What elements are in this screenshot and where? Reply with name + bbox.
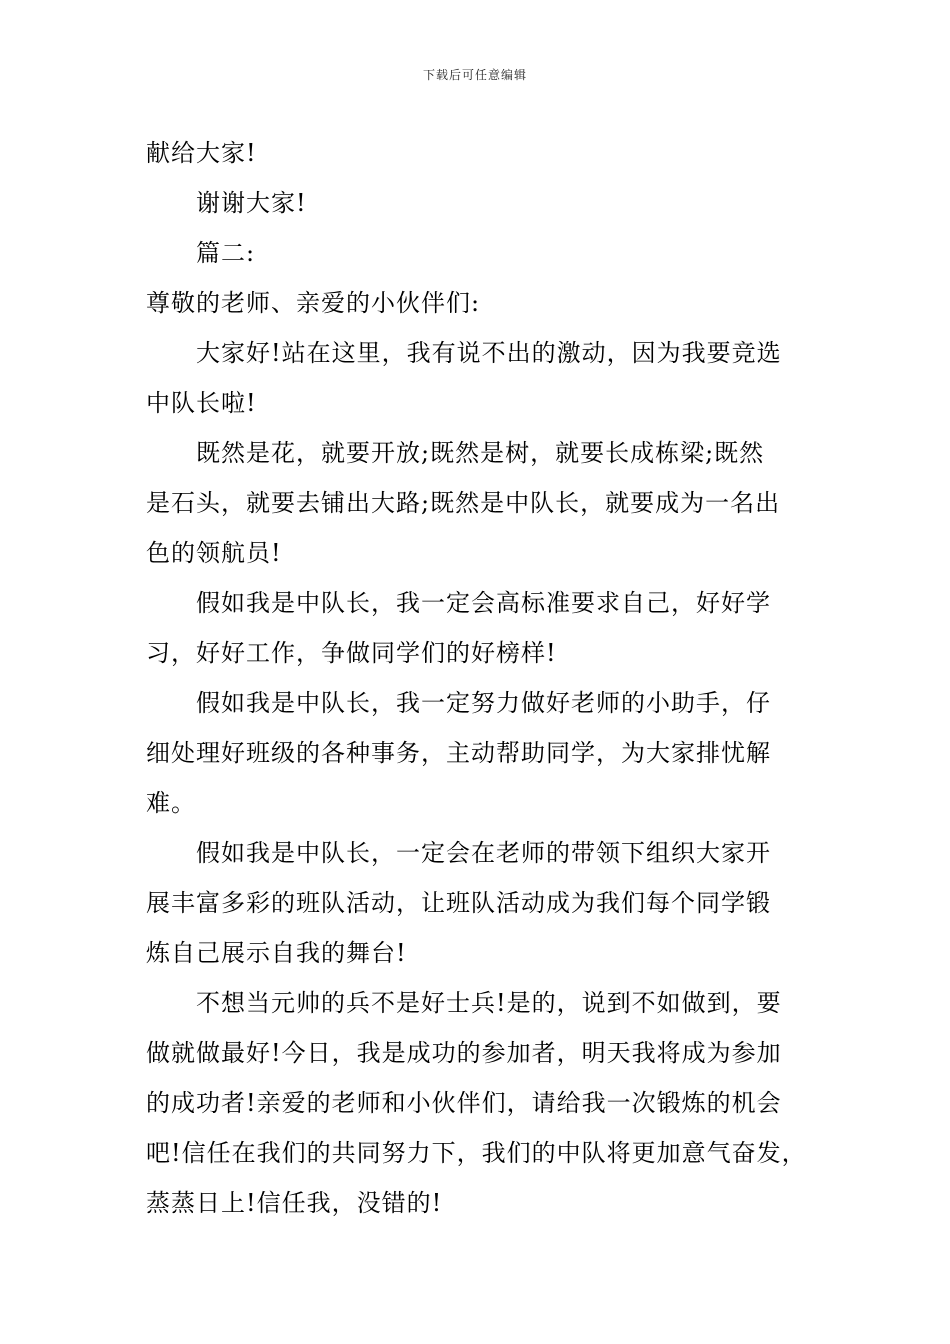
text-line: 假如我是中队长，一定会在老师的带领下组织大家开: [196, 839, 771, 867]
text-line: 习，好好工作，争做同学们的好榜样!: [146, 639, 557, 667]
text-line: 蒸蒸日上!信任我，没错的!: [146, 1189, 443, 1217]
text-line: 不想当元帅的兵不是好士兵!是的，说到不如做到，要: [196, 989, 782, 1017]
text-line: 假如我是中队长，我一定会高标准要求自己，好好学: [196, 589, 771, 617]
text-line: 谢谢大家!: [196, 189, 307, 217]
text-line: 既然是花，就要开放;既然是树，就要长成栋梁;既然: [196, 439, 765, 467]
text-line: 细处理好班级的各种事务，主动帮助同学，为大家排忧解: [146, 739, 771, 767]
text-line: 炼自己展示自我的舞台!: [146, 939, 407, 967]
page-header: 下载后可任意编辑: [422, 68, 527, 82]
text-line: 的成功者!亲爱的老师和小伙伴们，请给我一次锻炼的机会: [146, 1089, 782, 1117]
text-line: 展丰富多彩的班队活动，让班队活动成为我们每个同学锻: [146, 889, 771, 917]
document-body: [146, 128, 818, 1228]
text-line: 吧!信任在我们的共同努力下，我们的中队将更加意气奋发，: [146, 1139, 807, 1167]
text-line: 中队长啦!: [146, 389, 257, 417]
section-heading: 篇二:: [196, 239, 256, 267]
text-line: 大家好!站在这里，我有说不出的激动，因为我要竞选: [196, 339, 782, 367]
text-line: 是石头，就要去铺出大路;既然是中队长，就要成为一名出: [146, 489, 781, 517]
text-line: 色的领航员!: [146, 539, 282, 567]
text-line: 做就做最好!今日，我是成功的参加者，明天我将成为参加: [146, 1039, 782, 1067]
text-line: 假如我是中队长，我一定努力做好老师的小助手，仔: [196, 689, 771, 717]
text-line: 献给大家!: [146, 139, 257, 167]
text-line: 难。: [146, 789, 196, 817]
salutation: 尊敬的老师、亲爱的小伙伴们:: [146, 289, 481, 317]
